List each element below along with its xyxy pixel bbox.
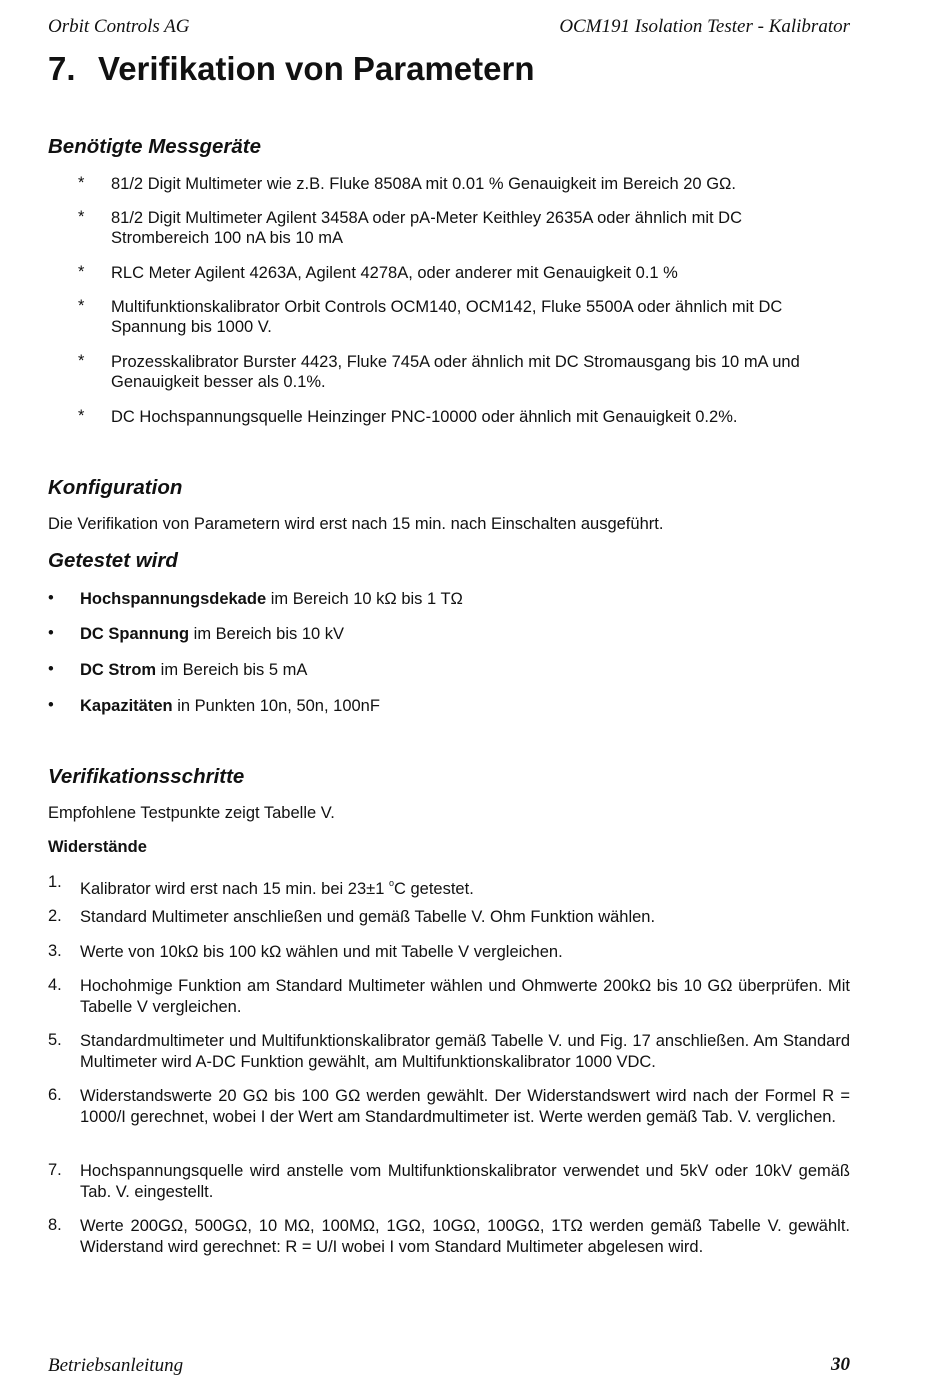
header-document-title: OCM191 Isolation Tester - Kalibrator: [559, 16, 850, 37]
chapter-title-text: Verifikation von Parametern: [98, 50, 535, 87]
list-marker: *: [78, 263, 85, 281]
configuration-text: Die Verifikation von Parametern wird erst nach 15 min. nach Einschalten ausgeführt.: [48, 515, 664, 533]
list-item-term: Hochspannungsdekade: [80, 590, 267, 608]
step-item: Werte 200GΩ, 500GΩ, 10 MΩ, 100MΩ, 1GΩ, 10GΩ, 100GΩ, 1TΩ werden gemäß Tabelle V. gewählt. Widerstand wird gerechnet: R = U/I wobei I vom Standard Multimeter abgelesen wird.: [80, 1217, 850, 1256]
list-item-detail: in Punkten 10n, 50n, 100nF: [172, 697, 380, 715]
list-item: 81/2 Digit Multimeter wie z.B. Fluke 8508A mit 0.01 % Genauigkeit im Bereich 20 GΩ.: [111, 175, 736, 193]
list-item: [80, 696, 380, 716]
list-item: Prozesskalibrator Burster 4423, Fluke 745A oder ähnlich mit DC Stromausgang bis 10 mA und Genauigkeit besser als 0.1%.: [111, 353, 800, 391]
header-company: Orbit Controls AG: [48, 16, 190, 37]
bullet-marker: •: [48, 696, 54, 714]
list-marker: *: [78, 297, 85, 315]
steps-intro: Empfohlene Testpunkte zeigt Tabelle V.: [48, 804, 335, 822]
list-item: Multifunktionskalibrator Orbit Controls OCM140, OCM142, Fluke 5500A oder ähnlich mit DC Spannung bis 1000 V.: [111, 298, 783, 336]
bullet-marker: •: [48, 624, 54, 642]
step-number: 6.: [48, 1086, 62, 1104]
step-item: Hochspannungsquelle wird anstelle vom Multifunktionskalibrator verwendet und 5kV oder 10kV gemäß Tab. V. eingestellt.: [80, 1162, 850, 1201]
section-heading-measuring-devices: Benötigte Messgeräte: [48, 135, 262, 158]
list-marker: *: [78, 174, 85, 192]
step-number: 3.: [48, 942, 62, 960]
chapter-number: 7.: [48, 50, 76, 87]
step-text: C getestet.: [393, 880, 474, 898]
step-number: 5.: [48, 1031, 62, 1049]
subheading-resistors: Widerstände: [48, 838, 147, 856]
list-item-term: DC Strom: [80, 661, 157, 679]
list-item: 81/2 Digit Multimeter Agilent 3458A oder pA-Meter Keithley 2635A oder ähnlich mit DC Strombereich 100 nA bis 10 mA: [111, 209, 743, 247]
step-text: Kalibrator wird erst nach 15 min. bei 23±1: [80, 880, 389, 898]
list-item-term: DC Spannung: [80, 625, 190, 643]
step-item: Werte von 10kΩ bis 100 kΩ wählen und mit Tabelle V vergleichen.: [80, 943, 563, 961]
section-heading-tested: Getestet wird: [48, 549, 178, 572]
step-number: 2.: [48, 907, 62, 925]
step-item: Hochohmige Funktion am Standard Multimeter wählen und Ohmwerte 200kΩ bis 10 GΩ überprüfen. Mit Tabelle V vergleichen.: [80, 977, 850, 1016]
list-item: RLC Meter Agilent 4263A, Agilent 4278A, oder anderer mit Genauigkeit 0.1 %: [111, 264, 678, 282]
footer-manual-label: Betriebsanleitung: [48, 1355, 184, 1376]
list-marker: *: [78, 352, 85, 370]
degree-sign: o: [388, 878, 394, 888]
step-item: Widerstandswerte 20 GΩ bis 100 GΩ werden gewählt. Der Widerstandswert wird nach der Formel R = 1000/I gerechnet, wobei I der Wert am Standardmultimeter ist. Werte werden gemäß Tab. V. verglichen.: [80, 1087, 850, 1126]
step-number: 7.: [48, 1161, 62, 1179]
list-item: [80, 624, 344, 644]
step-number: 1.: [48, 873, 62, 891]
step-item: Standard Multimeter anschließen und gemäß Tabelle V. Ohm Funktion wählen.: [80, 908, 656, 926]
bullet-marker: •: [48, 589, 54, 607]
chapter-title: [48, 50, 535, 88]
list-item: DC Hochspannungsquelle Heinzinger PNC-10000 oder ähnlich mit Genauigkeit 0.2%.: [111, 408, 738, 426]
list-item-detail: im Bereich bis 5 mA: [156, 661, 308, 679]
step-number: 4.: [48, 976, 62, 994]
page-number: 30: [831, 1354, 850, 1375]
bullet-marker: •: [48, 660, 54, 678]
step-number: 8.: [48, 1216, 62, 1234]
section-heading-configuration: Konfiguration: [48, 476, 183, 499]
step-item: Standardmultimeter und Multifunktionskalibrator gemäß Tabelle V. und Fig. 17 anschließen. Am Standard Multimeter wird A-DC Funktion gewählt, am Multifunktionskalibrator 1000 VDC.: [80, 1032, 850, 1071]
step-item: [80, 873, 850, 900]
list-marker: *: [78, 407, 85, 425]
section-heading-verification-steps: Verifikationsschritte: [48, 765, 245, 788]
list-item: [80, 589, 463, 609]
list-marker: *: [78, 208, 85, 226]
list-item-term: Kapazitäten: [80, 697, 173, 715]
list-item: [80, 660, 307, 680]
list-item-detail: im Bereich bis 10 kV: [189, 625, 345, 643]
list-item-detail: im Bereich 10 kΩ bis 1 TΩ: [266, 590, 463, 608]
